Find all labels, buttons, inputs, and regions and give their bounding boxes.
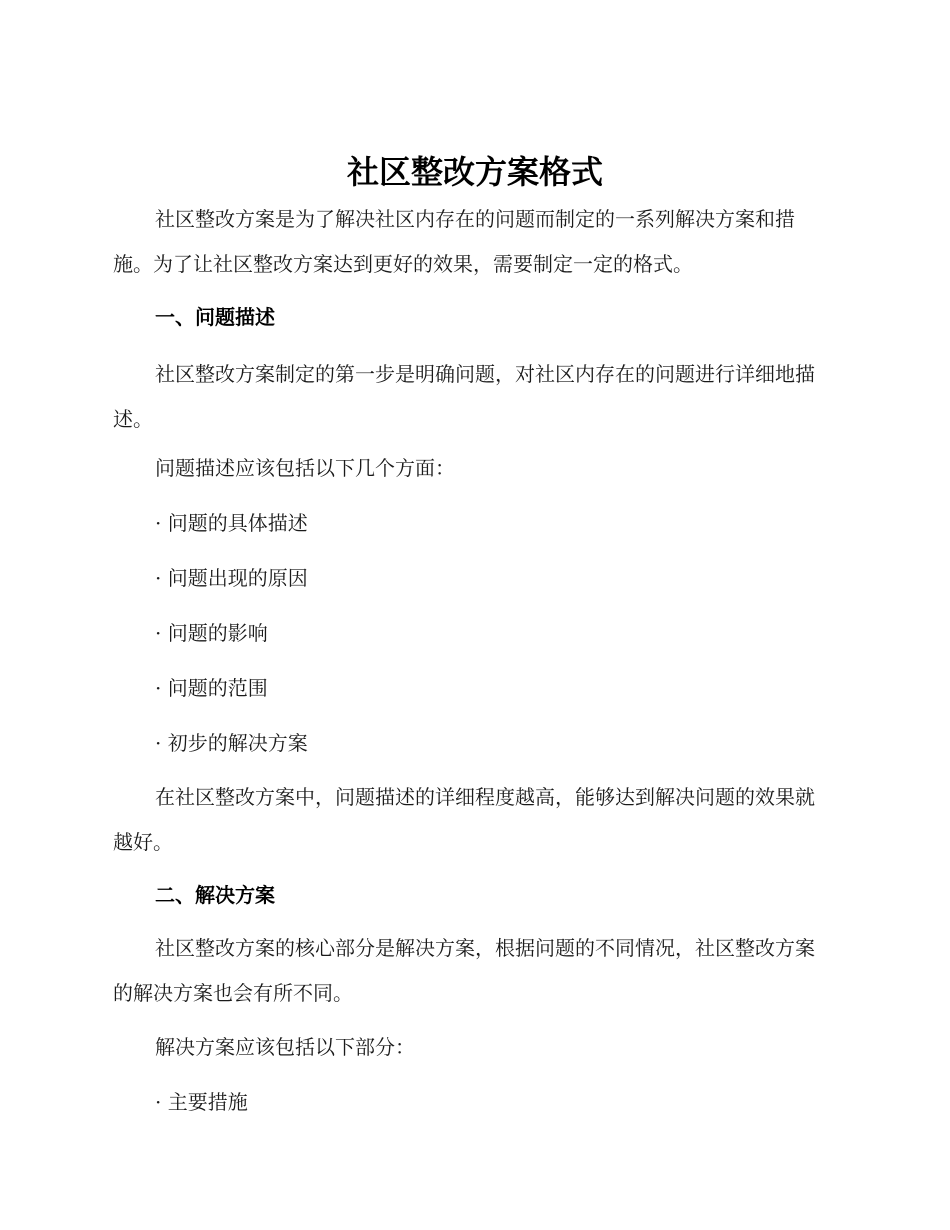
section-heading-solution: 二、解决方案 <box>155 883 275 907</box>
bullet-item: · 问题的具体描述 <box>155 511 308 535</box>
problem-list-intro: 问题描述应该包括以下几个方面： <box>155 456 455 480</box>
bullet-item: · 初步的解决方案 <box>155 731 308 755</box>
solution-paragraph: 社区整改方案的核心部分是解决方案，根据问题的不同情况，社区整改方案的解决方案也会有所不同。 <box>113 936 815 1005</box>
bullet-item: · 问题出现的原因 <box>155 566 308 590</box>
document-title: 社区整改方案格式 <box>346 153 603 191</box>
bullet-item: · 问题的影响 <box>155 621 268 645</box>
intro-paragraph: 社区整改方案是为了解决社区内存在的问题而制定的一系列解决方案和措施。为了让社区整改方案达到更好的效果，需要制定一定的格式。 <box>113 207 795 276</box>
problem-paragraph: 社区整改方案制定的第一步是明确问题，对社区内存在的问题进行详细地描述。 <box>113 362 815 431</box>
problem-conclusion-paragraph: 在社区整改方案中，问题描述的详细程度越高，能够达到解决问题的效果就越好。 <box>113 785 815 854</box>
section-heading-problem: 一、问题描述 <box>155 305 275 329</box>
bullet-item: · 主要措施 <box>155 1090 248 1114</box>
bullet-item: · 问题的范围 <box>155 676 268 700</box>
solution-list-intro: 解决方案应该包括以下部分： <box>155 1035 415 1059</box>
